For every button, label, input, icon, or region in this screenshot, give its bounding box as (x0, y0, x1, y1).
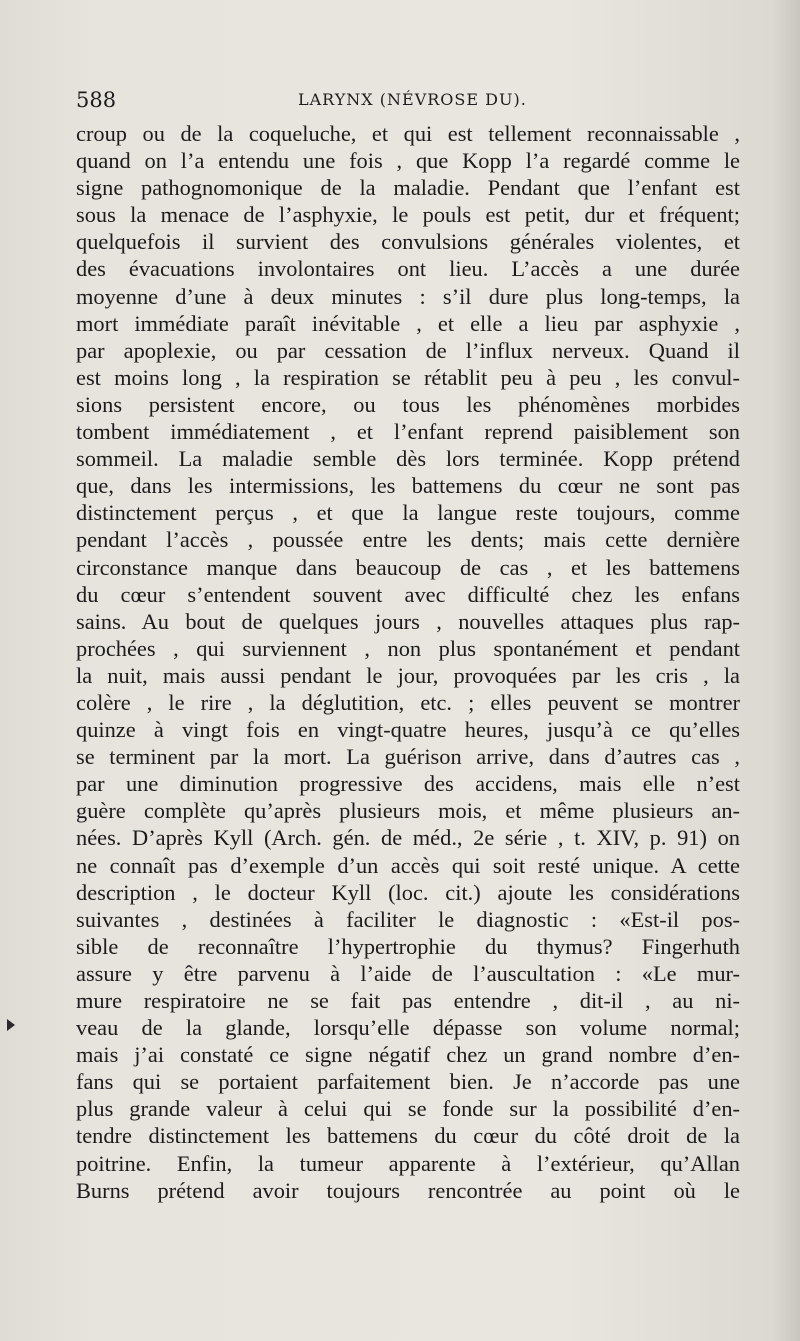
page-number: 588 (76, 88, 117, 112)
text-line: fans qui se portaient parfaitement bien. Je n’accorde pas une (76, 1069, 740, 1095)
text-line: quelquefois il survient des convulsions générales violentes, et (76, 229, 740, 255)
text-line: suivantes , destinées à faciliter le diagnostic : «Est-il pos- (76, 906, 740, 932)
text-line: tombent immédiatement , et l’enfant reprend paisiblement son (76, 419, 740, 445)
margin-arrow-icon (7, 1019, 15, 1031)
text-line: description , le docteur Kyll (loc. cit.) ajoute les considérations (76, 879, 740, 905)
text-line: quinze à vingt fois en vingt-quatre heures, jusqu’à ce qu’elles (76, 717, 740, 743)
text-line: quand on l’a entendu une fois , que Kopp l’a regardé comme le (76, 148, 740, 174)
text-line: sous la menace de l’asphyxie, le pouls est petit, dur et fréquent; (76, 202, 740, 228)
text-line: se terminent par la mort. La guérison arrive, dans d’autres cas , (76, 744, 740, 770)
text-line: plus grande valeur à celui qui se fonde sur la possibilité d’en- (76, 1096, 740, 1122)
text-line: sommeil. La maladie semble dès lors terminée. Kopp prétend (76, 446, 740, 472)
page-header (76, 88, 736, 116)
text-line: par une diminution progressive des accidens, mais elle n’est (76, 771, 740, 797)
text-line: du cœur s’entendent souvent avec difficulté chez les enfans (76, 581, 740, 607)
text-line: moyenne d’une à deux minutes : s’il dure plus long-temps, la (76, 283, 740, 309)
page-edge-shadow (772, 0, 800, 1341)
text-line: pendant l’accès , poussée entre les dents; mais cette dernière (76, 527, 740, 553)
text-line: mort immédiate paraît inévitable , et elle a lieu par asphyxie , (76, 310, 740, 336)
text-line: prochées , qui surviennent , non plus spontanément et pendant (76, 635, 740, 661)
text-line: mais j’ai constaté ce signe négatif chez un grand nombre d’en- (76, 1042, 740, 1068)
text-line: veau de la glande, lorsqu’elle dépasse son volume normal; (76, 1015, 740, 1041)
text-line: ne connaît pas d’exemple d’un accès qui soit resté unique. A cette (76, 852, 740, 878)
text-line: poitrine. Enfin, la tumeur apparente à l’extérieur, qu’Allan (76, 1150, 740, 1176)
text-line: par apoplexie, ou par cessation de l’influx nerveux. Quand il (76, 337, 740, 363)
text-line: sions persistent encore, ou tous les phénomènes morbides (76, 391, 740, 417)
text-line: tendre distinctement les battemens du cœur du côté droit de la (76, 1123, 740, 1149)
text-line: croup ou de la coqueluche, et qui est tellement reconnaissable , (76, 121, 740, 146)
text-line: que, dans les intermissions, les battemens du cœur ne sont pas (76, 473, 740, 499)
text-line: distinctement perçus , et que la langue reste toujours, comme (76, 500, 740, 526)
text-line: guère complète qu’après plusieurs mois, et même plusieurs an- (76, 798, 740, 824)
text-line: mure respiratoire ne se fait pas entendre , dit-il , au ni- (76, 988, 740, 1013)
text-line: assure y être parvenu à l’aide de l’auscultation : «Le mur- (76, 960, 740, 986)
running-title: LARYNX (NÉVROSE DU). (298, 90, 527, 109)
text-line: nées. D’après Kyll (Arch. gén. de méd., 2e série , t. XIV, p. 91) on (76, 825, 740, 851)
text-line: signe pathognomonique de la maladie. Pendant que l’enfant est (76, 175, 740, 201)
text-line: Burns prétend avoir toujours rencontrée au point où le (76, 1177, 740, 1203)
body-text (76, 120, 740, 1204)
text-line: colère , le rire , la déglutition, etc. ; elles peuvent se montrer (76, 689, 740, 715)
text-line: est moins long , la respiration se rétablit peu à peu , les convul- (76, 364, 740, 390)
text-line: circonstance manque dans beaucoup de cas , et les battemens (76, 554, 740, 580)
text-line: sible de reconnaître l’hypertrophie du thymus? Fingerhuth (76, 933, 740, 959)
text-line: sains. Au bout de quelques jours , nouvelles attaques plus rap- (76, 608, 740, 634)
text-line: des évacuations involontaires ont lieu. L’accès a une durée (76, 256, 740, 282)
text-line: la nuit, mais aussi pendant le jour, provoquées par les cris , la (76, 662, 740, 688)
